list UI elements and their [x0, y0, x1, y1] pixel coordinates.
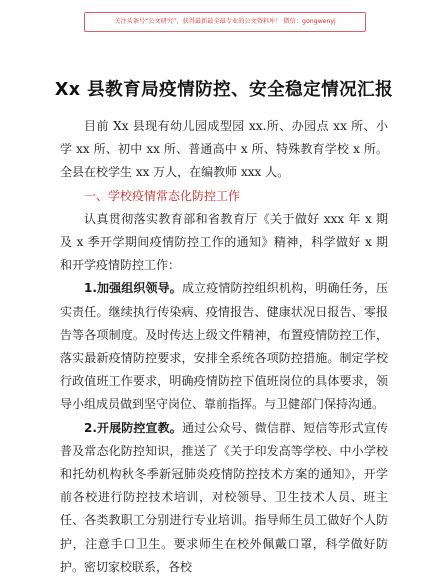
item-1-lead: 1.加强组织领导。 [84, 281, 182, 296]
item-2-body: 通过公众号、微信群、短信等形式宣传普及常态化防控知识，推送了《关于印发高等学校、中小学校和托幼机构秋冬季新冠肺炎疫情防控技术方案的通知》，开学前各校进行防控技术培训，对校领导、卫生技术人员、班主任、各类教职工分别进行专业培训。指导师生员工做好个人防护，注意手口卫生。要求师生在校外佩戴口罩，科学做好防护。密切家校联系，各校 [60, 420, 388, 574]
item-2-paragraph [60, 417, 388, 579]
item-1-paragraph [60, 277, 388, 416]
document-title: Xx 县教育局疫情防控、安全稳定情况汇报 [54, 80, 394, 100]
intro-paragraph: 目前 Xx 县现有幼儿园成型园 xx.所、办园点 xx 所、小学 xx 所、初中 xx 所、普通高中 x 所、特殊教育学校 x 所。全县在校学生 xx 万人，在编教师 xxx 人。 [60, 119, 388, 180]
section-heading: 一、学校疫情常态化防控工作 [84, 188, 241, 203]
section-intro-paragraph: 认真贯彻落实教育部和省教育厅《关于做好 xxx 年 x 期及 x 季开学期间疫情防控工作的通知》精神，科学做好 x 期和开学疫情防控工作： [60, 211, 388, 273]
item-1-body: 成立疫情防控组织机构，明确任务，压实责任。继续执行传染病、疫情报告、健康状况日报告、零报告等各项制度。及时传达上级文件精神，布置疫情防控工作，落实最新疫情防控要求，安排全系统各项防控措施。制定学校行政值班工作要求，明确疫情防控下值班岗位的具体要求，领导小组成员做到坚守岗位、靠前指挥。与卫健部门保持沟通。 [60, 281, 388, 412]
document-body [60, 115, 388, 579]
header-banner: 关注头条号“公文研究”，获得最新最全最专业的公文资料库！ 微信：gongwenyj [84, 12, 366, 32]
item-2-lead: 2.开展防控宣教。 [84, 420, 182, 435]
